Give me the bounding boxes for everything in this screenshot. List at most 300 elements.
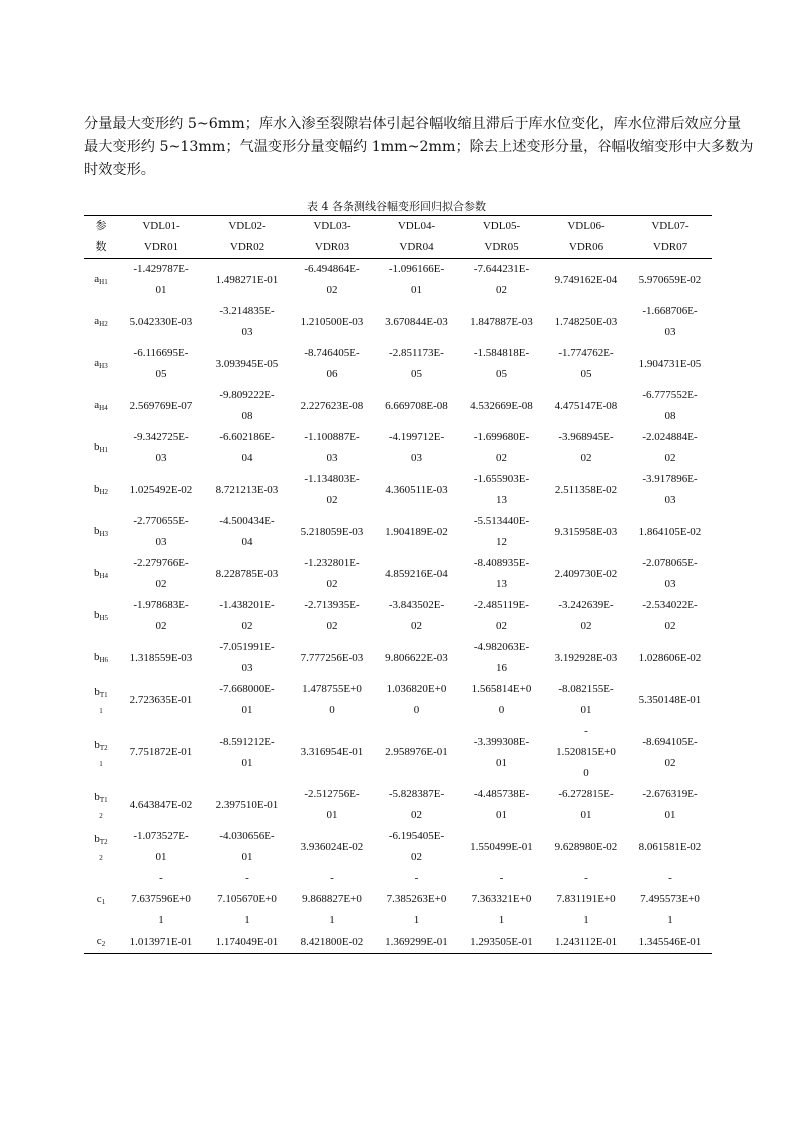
param-cell	[84, 637, 118, 679]
paragraph-line: 时效变形。	[84, 162, 155, 178]
param-subscript: H4	[99, 572, 109, 580]
value-cell	[544, 553, 628, 595]
value-cell	[204, 343, 290, 385]
column-header	[204, 216, 290, 259]
value-line: -2.024884E-	[642, 431, 698, 443]
value-line: -2.512756E-	[304, 788, 360, 800]
param-symbol	[84, 735, 118, 757]
table-row	[84, 427, 712, 469]
value-line: -1.699680E-	[473, 431, 530, 443]
param-symbol	[84, 563, 118, 585]
param-letter: c	[96, 935, 102, 947]
param-letter: b	[93, 609, 100, 621]
param-subscript: H1	[99, 446, 109, 454]
table-row	[84, 721, 712, 784]
param-symbol	[84, 889, 118, 911]
param-symbol	[84, 682, 118, 704]
value-cell	[374, 721, 459, 784]
value-cell	[374, 301, 459, 343]
value-line: 5.970659E-02	[638, 273, 702, 286]
value-line: 04	[241, 536, 253, 548]
value-cell	[204, 826, 290, 868]
value-line: 2.397510E-01	[215, 798, 279, 811]
value-cell	[118, 595, 204, 637]
column-header-line: VDL05-	[482, 220, 521, 232]
value-line: 9.315958E-03	[554, 525, 618, 538]
value-cell	[374, 931, 459, 954]
value-cell	[544, 301, 628, 343]
value-line: 02	[496, 284, 507, 296]
value-cell	[118, 784, 204, 826]
value-line: -2.676319E-	[642, 788, 698, 800]
column-header	[290, 216, 374, 259]
param-subscript: 2	[101, 940, 106, 948]
value-line: -	[584, 725, 588, 737]
param-cell	[84, 784, 118, 826]
param-subscript-second-line: 2	[99, 812, 103, 820]
value-cell	[118, 385, 204, 427]
value-cell	[459, 595, 544, 637]
param-header	[84, 216, 118, 259]
value-line: 1	[583, 914, 589, 926]
value-line: 9.806622E-03	[385, 651, 448, 664]
value-cell	[290, 427, 374, 469]
value-cell	[374, 637, 459, 679]
value-line: -4.485738E-	[473, 788, 530, 800]
value-line: -4.982063E-	[473, 641, 530, 653]
column-header-line: VDR04	[399, 241, 434, 253]
value-line: 2.958976E-01	[385, 746, 448, 758]
value-line: -6.777552E-	[642, 389, 698, 401]
value-line: -3.399308E-	[473, 735, 530, 748]
value-line: -3.214835E-	[219, 305, 275, 317]
param-cell	[84, 469, 118, 511]
value-line: 1.293505E-01	[470, 935, 533, 948]
value-cell	[374, 679, 459, 721]
value-line: 1.369299E-01	[385, 935, 448, 948]
param-letter: c	[96, 892, 102, 905]
paragraph-line: 最大变形约 5~13mm；气温变形分量变幅约 1mm~2mm；除去上述变形分量，谷幅收缩变形中大多数为	[84, 139, 754, 155]
value-line: 01	[241, 704, 253, 716]
table-header-row	[84, 216, 712, 259]
value-cell	[118, 679, 204, 721]
value-cell	[290, 259, 374, 302]
param-cell	[84, 259, 118, 302]
param-symbol	[84, 353, 118, 375]
value-line: 08	[664, 410, 676, 422]
value-line: -1.073527E-	[133, 830, 189, 842]
value-cell	[290, 553, 374, 595]
value-cell	[628, 868, 712, 931]
value-line: 01	[411, 284, 422, 296]
param-letter: b	[94, 833, 100, 845]
value-cell	[374, 595, 459, 637]
value-line: -7.668000E-	[219, 683, 275, 695]
value-line: -	[499, 872, 504, 884]
value-line: 02	[580, 620, 592, 632]
value-line: 1.013971E-01	[129, 935, 193, 948]
value-line: 1.028606E-02	[638, 651, 702, 664]
value-line: 1.748250E-03	[554, 315, 618, 328]
param-symbol	[84, 647, 118, 669]
value-line: -2.534022E-	[642, 599, 698, 611]
value-line: -	[159, 872, 163, 884]
column-header-line: VDL06-	[567, 220, 605, 232]
value-line: 0	[329, 704, 335, 716]
value-line: 1.478755E+0	[302, 683, 362, 695]
value-line: 7.751872E-01	[129, 746, 193, 758]
column-header-line: VDR01	[143, 241, 179, 253]
value-line: 05	[155, 368, 167, 380]
param-letter: a	[94, 357, 100, 369]
value-line: -5.828387E-	[388, 788, 445, 800]
value-cell	[118, 469, 204, 511]
param-cell	[84, 301, 118, 343]
value-line: -5.513440E-	[473, 515, 530, 527]
param-symbol	[84, 605, 118, 627]
value-line: 1.174049E-01	[215, 935, 279, 948]
value-line: 1.210500E-03	[300, 315, 364, 328]
value-line: 05	[411, 368, 422, 380]
value-line: 02	[664, 452, 676, 464]
table-row	[84, 595, 712, 637]
value-line: 3.936024E-02	[300, 840, 364, 853]
param-subscript: H2	[99, 320, 108, 328]
param-symbol	[84, 437, 118, 459]
param-symbol	[84, 395, 118, 417]
value-cell	[290, 343, 374, 385]
table-row	[84, 469, 712, 511]
value-line: 9.749162E-04	[554, 273, 618, 286]
value-line: -1.978683E-	[133, 599, 189, 611]
value-line: 01	[241, 756, 253, 769]
param-letter: b	[94, 686, 100, 698]
value-cell	[290, 826, 374, 868]
value-line: -	[584, 872, 588, 884]
value-line: 3.670844E-03	[385, 315, 448, 328]
value-line: -2.485119E-	[474, 599, 529, 611]
value-line: -1.429787E-	[133, 263, 189, 275]
param-letter: a	[94, 273, 100, 285]
table-row	[84, 301, 712, 343]
param-cell	[84, 931, 118, 954]
table-row	[84, 826, 712, 868]
value-cell	[544, 259, 628, 302]
value-line: 5.042330E-03	[129, 315, 193, 328]
param-subscript: H3	[99, 362, 108, 370]
value-line: -7.051991E-	[219, 641, 275, 653]
value-cell	[204, 721, 290, 784]
value-line: -9.342725E-	[133, 431, 189, 443]
param-letter: b	[93, 441, 100, 453]
value-cell	[374, 553, 459, 595]
value-line: -8.694105E-	[642, 735, 698, 748]
value-line: 7.777256E-03	[300, 651, 364, 664]
value-cell	[290, 868, 374, 931]
param-symbol	[84, 521, 118, 543]
value-line: 02	[496, 620, 507, 632]
value-cell	[118, 931, 204, 954]
param-letter: b	[94, 791, 100, 803]
column-header-line: VDR02	[229, 241, 265, 253]
value-line: -9.809222E-	[219, 389, 275, 401]
value-line: -6.116695E-	[133, 347, 189, 359]
param-header-line: 参	[95, 220, 107, 232]
value-cell	[118, 826, 204, 868]
value-line: 02	[664, 756, 676, 769]
value-line: 1.550499E-01	[470, 840, 533, 853]
value-cell	[374, 427, 459, 469]
value-line: 1	[158, 914, 164, 926]
value-cell	[118, 637, 204, 679]
value-cell	[204, 301, 290, 343]
table-row	[84, 259, 712, 302]
value-line: 9.628980E-02	[554, 840, 618, 853]
value-line: -1.438201E-	[219, 599, 275, 611]
value-line: 8.228785E-03	[215, 567, 279, 580]
value-line: 12	[496, 536, 507, 548]
value-line: 0	[498, 704, 505, 716]
value-line: -6.195405E-	[388, 830, 445, 842]
param-subscript: 1	[101, 897, 106, 906]
table-row	[84, 385, 712, 427]
param-subscript: H4	[99, 404, 108, 412]
value-cell	[459, 343, 544, 385]
value-cell	[459, 553, 544, 595]
value-line: 4.859216E-04	[385, 567, 448, 580]
value-line: 8.721213E-03	[215, 483, 279, 496]
body-paragraph	[84, 113, 754, 182]
value-line: 1.864105E-02	[638, 525, 702, 538]
value-line: 7.637596E+0	[131, 893, 191, 905]
value-line: -3.968945E-	[558, 431, 614, 443]
value-line: -8.408935E-	[473, 557, 530, 569]
value-line: 05	[580, 368, 592, 380]
paragraph-line: 分量最大变形约 5~6mm；库水入渗至裂隙岩体引起谷幅收缩且滞后于库水位变化，库水位滞后效应分量	[84, 116, 742, 132]
value-cell	[459, 427, 544, 469]
column-header-line: VDR06	[568, 241, 604, 253]
value-cell	[290, 784, 374, 826]
value-line: 1.520815E+0	[556, 746, 616, 758]
value-cell	[374, 826, 459, 868]
value-line: 1	[244, 914, 250, 926]
param-letter: a	[94, 399, 100, 411]
value-line: 2.511358E-02	[554, 483, 618, 496]
value-line: 8.061581E-02	[638, 840, 702, 853]
value-line: 13	[496, 494, 507, 506]
value-line: -1.655903E-	[473, 473, 530, 485]
value-cell	[459, 469, 544, 511]
value-line: 1.036820E+0	[386, 683, 447, 695]
value-cell	[628, 385, 712, 427]
param-cell	[84, 385, 118, 427]
value-cell	[118, 259, 204, 302]
value-cell	[374, 511, 459, 553]
value-line: 7.495573E+0	[640, 893, 700, 905]
value-line: 1.904189E-02	[385, 525, 448, 538]
column-header	[628, 216, 712, 259]
column-header	[459, 216, 544, 259]
param-subscript: H2	[99, 488, 109, 496]
param-symbol	[84, 269, 118, 291]
value-cell	[118, 721, 204, 784]
value-line: 08	[241, 410, 253, 422]
value-cell	[204, 553, 290, 595]
value-line: 5.350148E-01	[638, 693, 702, 706]
param-subscript: H3	[99, 530, 109, 538]
value-cell	[459, 784, 544, 826]
param-header-line: 数	[95, 241, 107, 253]
value-line: 2.569769E-07	[129, 399, 193, 412]
value-cell	[628, 826, 712, 868]
value-line: 6.669708E-08	[385, 399, 448, 412]
value-line: 02	[326, 494, 338, 506]
value-line: 0	[583, 767, 589, 779]
value-line: -1.100887E-	[304, 431, 360, 443]
value-line: -6.494864E-	[304, 263, 360, 275]
value-cell	[459, 721, 544, 784]
value-cell	[204, 679, 290, 721]
table-row	[84, 637, 712, 679]
value-line: 03	[664, 578, 676, 590]
value-line: 1.318559E-03	[129, 651, 193, 664]
param-cell	[84, 595, 118, 637]
column-header-line: VDR03	[314, 241, 350, 253]
value-line: 02	[580, 452, 592, 464]
value-line: 03	[664, 326, 676, 338]
value-line: 01	[664, 809, 676, 821]
value-line: -1.774762E-	[558, 347, 614, 359]
value-cell	[544, 931, 628, 954]
value-line: 2.723635E-01	[129, 693, 193, 706]
value-cell	[628, 637, 712, 679]
param-subscript: H1	[99, 278, 108, 286]
param-subscript-second-line: 1	[99, 759, 103, 768]
value-line: 1.498271E-01	[215, 273, 279, 286]
table-row	[84, 868, 712, 931]
value-line: 1.847887E-03	[470, 315, 533, 328]
value-cell	[544, 826, 628, 868]
param-letter: b	[93, 483, 100, 495]
value-cell	[290, 679, 374, 721]
value-line: 3.316954E-01	[300, 746, 364, 758]
param-subscript: T2	[99, 838, 108, 846]
value-line: 1.565814E+0	[471, 683, 532, 695]
value-line: 4.532669E-08	[470, 399, 533, 412]
value-cell	[374, 385, 459, 427]
value-cell	[290, 721, 374, 784]
value-cell	[628, 301, 712, 343]
value-cell	[459, 637, 544, 679]
value-line: 1	[329, 914, 335, 926]
value-line: 01	[241, 851, 253, 863]
value-cell	[290, 385, 374, 427]
value-cell	[459, 931, 544, 954]
value-cell	[544, 385, 628, 427]
value-line: -8.082155E-	[558, 683, 614, 695]
param-cell	[84, 343, 118, 385]
param-subscript: T1	[99, 691, 108, 699]
column-header	[544, 216, 628, 259]
value-cell	[628, 784, 712, 826]
table-row	[84, 931, 712, 954]
value-line: 1.243112E-01	[554, 935, 618, 948]
value-line: 5.218059E-03	[300, 525, 364, 538]
param-subscript: H6	[99, 656, 109, 664]
value-cell	[204, 469, 290, 511]
value-line: 06	[326, 368, 338, 380]
value-line: 01	[496, 809, 507, 821]
value-cell	[628, 427, 712, 469]
value-line: -	[330, 872, 334, 884]
table-row	[84, 784, 712, 826]
value-line: 03	[155, 452, 167, 464]
value-cell	[290, 637, 374, 679]
value-cell	[374, 343, 459, 385]
value-cell	[628, 511, 712, 553]
value-line: 02	[241, 620, 253, 632]
value-cell	[290, 595, 374, 637]
value-cell	[374, 784, 459, 826]
value-line: 7.105670E+0	[217, 893, 277, 905]
value-line: 03	[241, 662, 253, 674]
value-line: 01	[155, 851, 167, 863]
value-cell	[204, 385, 290, 427]
value-cell	[459, 511, 544, 553]
value-line: 02	[411, 620, 422, 632]
value-line: 1	[413, 914, 420, 926]
param-subscript: T1	[99, 796, 108, 804]
value-line: 0	[413, 704, 420, 716]
value-line: 4.643847E-02	[129, 798, 193, 811]
value-line: 2.409730E-02	[554, 567, 618, 580]
param-cell	[84, 553, 118, 595]
column-header	[118, 216, 204, 259]
value-cell	[290, 301, 374, 343]
param-cell	[84, 826, 118, 868]
value-line: -1.668706E-	[642, 305, 698, 317]
value-line: 1.345546E-01	[638, 935, 702, 948]
value-line: 03	[664, 494, 676, 506]
value-line: 1.904731E-05	[638, 357, 702, 370]
value-line: -2.770655E-	[133, 515, 189, 527]
value-cell	[118, 343, 204, 385]
table-row	[84, 553, 712, 595]
value-cell	[459, 868, 544, 931]
value-line: 02	[411, 809, 422, 821]
value-line: -	[245, 872, 249, 884]
value-cell	[290, 511, 374, 553]
value-line: 04	[241, 452, 253, 464]
value-line: 02	[326, 620, 338, 632]
value-cell	[544, 637, 628, 679]
param-letter: a	[94, 315, 100, 327]
value-cell	[628, 553, 712, 595]
value-cell	[544, 868, 628, 931]
param-subscript: H5	[99, 614, 109, 622]
value-line: 02	[326, 578, 338, 590]
value-cell	[204, 259, 290, 302]
value-cell	[118, 868, 204, 931]
regression-parameter-table	[84, 215, 712, 954]
value-line: 01	[580, 809, 592, 821]
value-cell	[628, 721, 712, 784]
value-cell	[204, 637, 290, 679]
value-cell	[204, 427, 290, 469]
column-header-line: VDL04-	[397, 220, 436, 232]
value-line: -2.078065E-	[642, 557, 698, 569]
value-line: -2.851173E-	[389, 347, 444, 359]
